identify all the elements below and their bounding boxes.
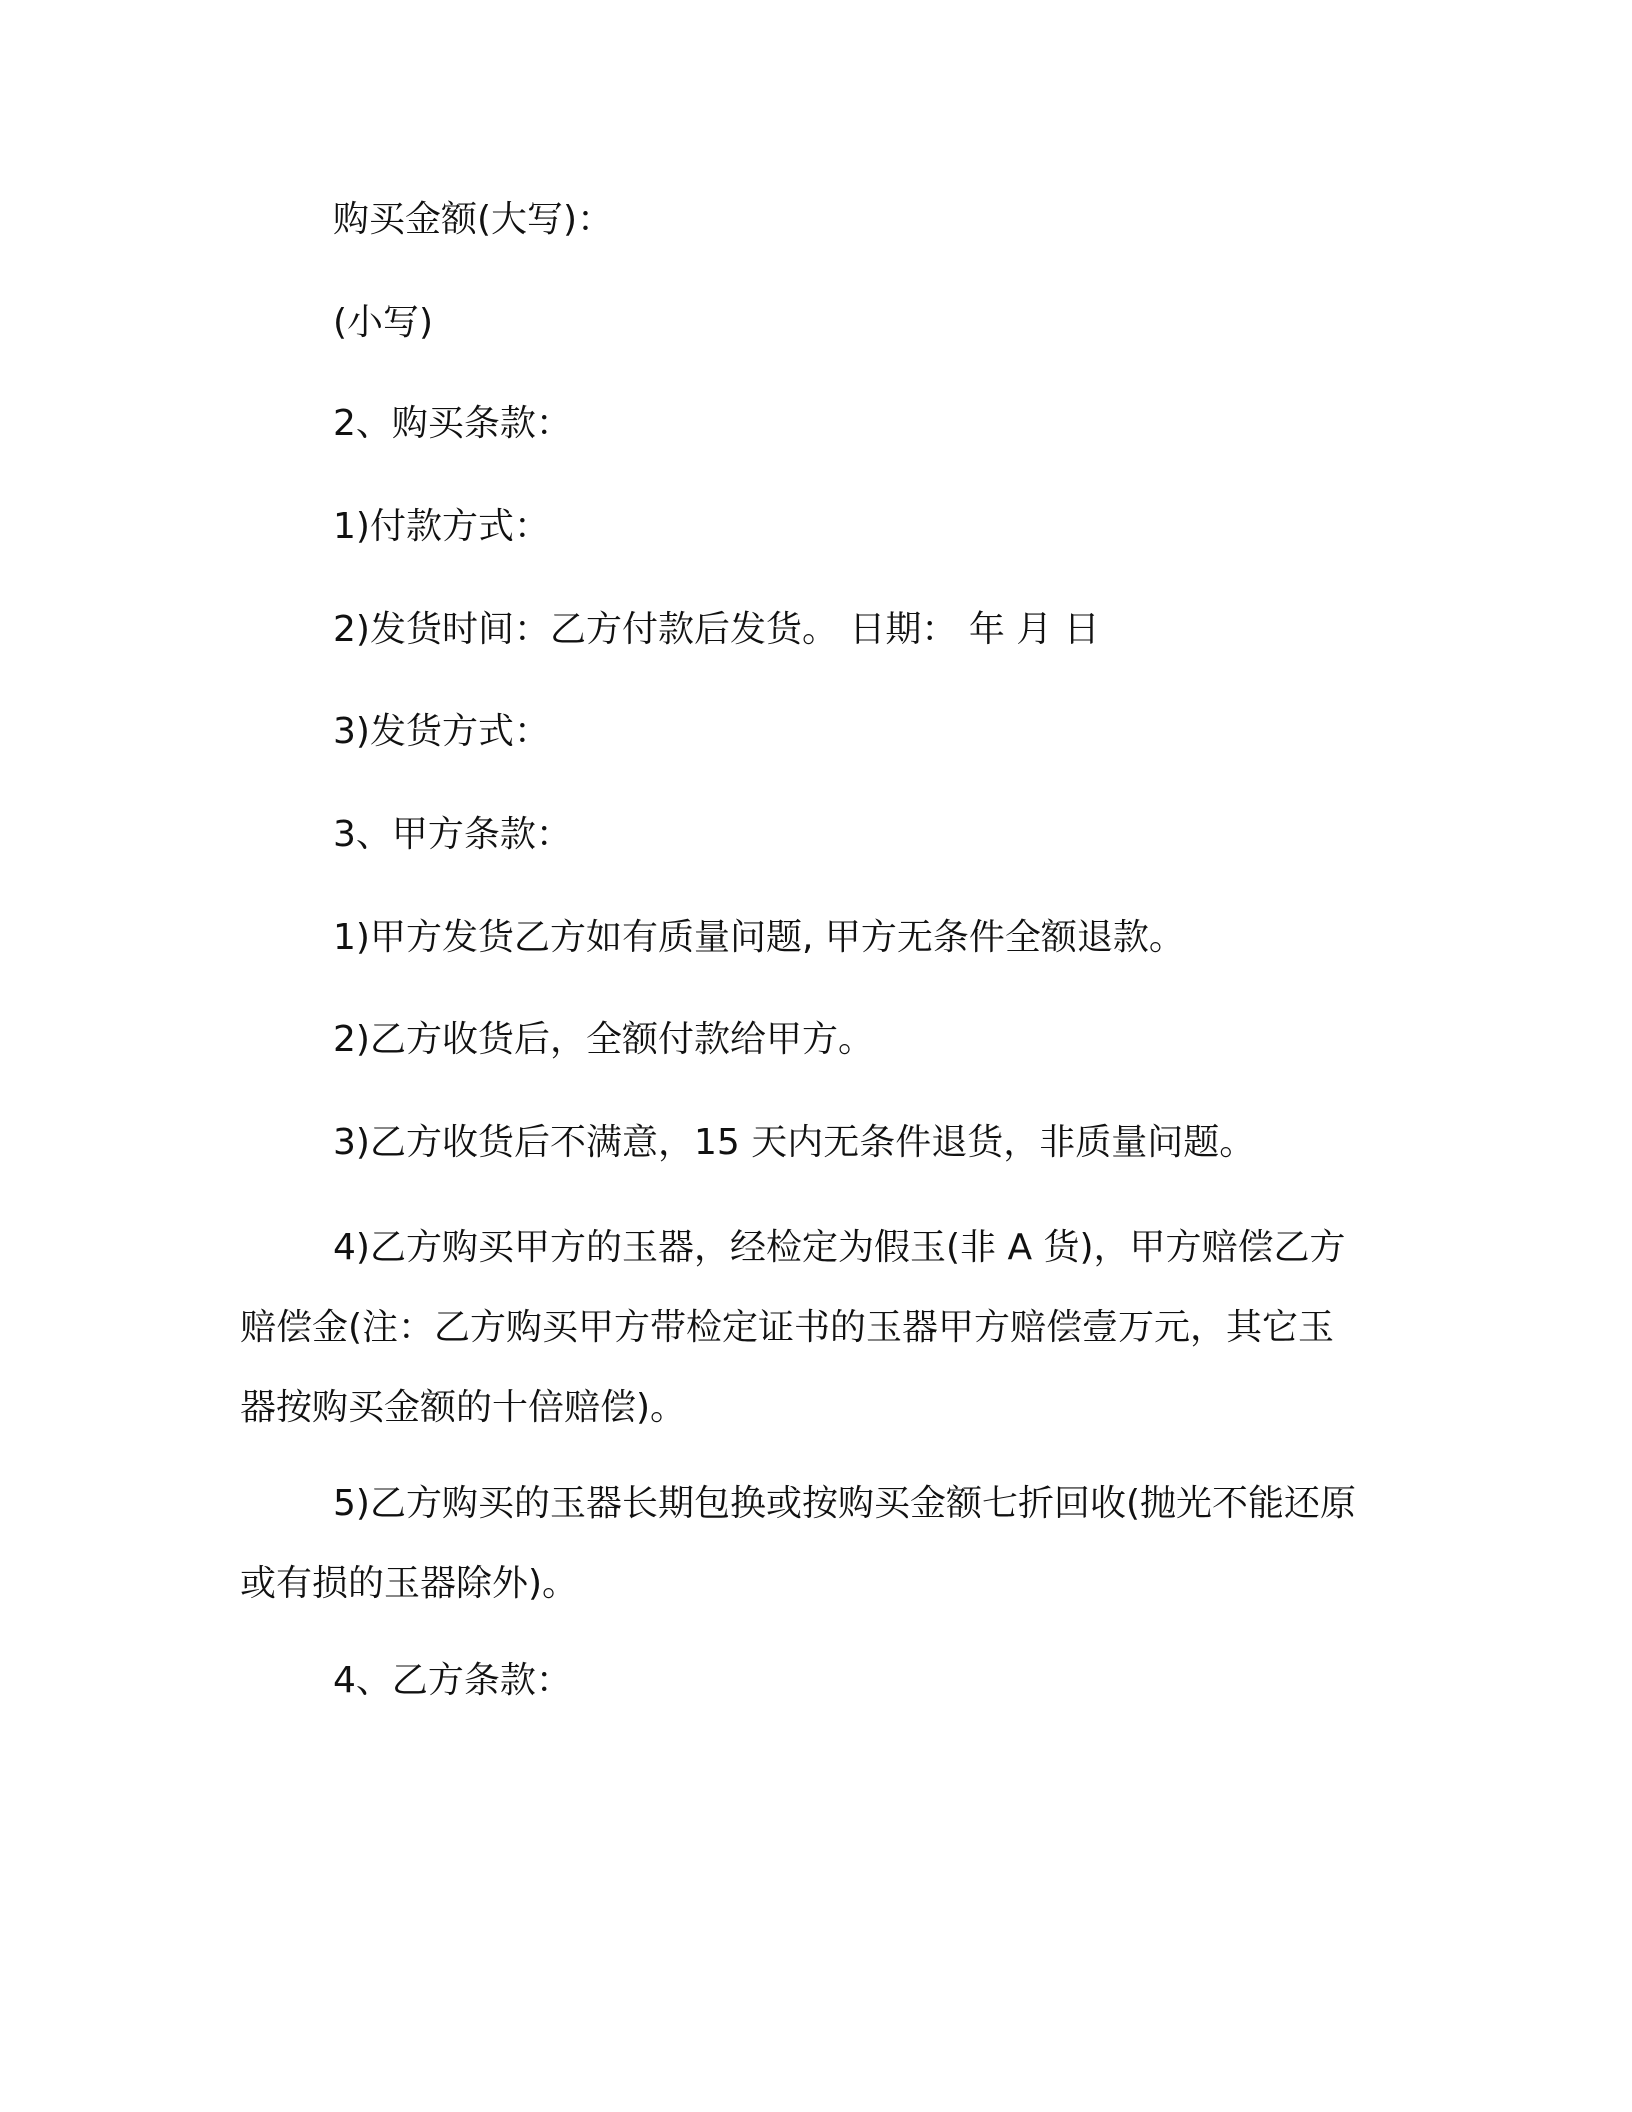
party-a-term-2: 2)乙方收货后，全额付款给甲方。 xyxy=(333,1019,874,1060)
section-3-heading: 3、甲方条款： xyxy=(333,814,572,855)
delivery-method-item: 3)发货方式： xyxy=(333,711,550,752)
section-4-heading: 4、乙方条款： xyxy=(333,1660,572,1701)
section-2-heading: 2、购买条款： xyxy=(333,403,572,444)
party-a-term-5: 5)乙方购买的玉器长期包换或按购买金额七折回收(抛光不能还原或有损的玉器除外)。 xyxy=(240,1483,1356,1604)
party-a-term-4: 4)乙方购买甲方的玉器，经检定为假玉(非 A 货)，甲方赔偿乙方赔偿金(注：乙方购买甲方带检定证书的玉器甲方赔偿壹万元，其它玉器按购买金额的十倍赔偿)。 xyxy=(240,1227,1346,1428)
delivery-time-item: 2)发货时间：乙方付款后发货。 日期： 年 月 日 xyxy=(333,609,1100,650)
party-a-term-3: 3)乙方收货后不满意，15 天内无条件退货，非质量问题。 xyxy=(333,1122,1256,1163)
party-a-term-1: 1)甲方发货乙方如有质量问题, 甲方无条件全额退款。 xyxy=(333,917,1185,958)
purchase-amount-lowercase: (小写) xyxy=(333,302,434,343)
purchase-amount-uppercase: 购买金额(大写)： xyxy=(333,199,614,240)
payment-method-item: 1)付款方式： xyxy=(333,506,550,547)
